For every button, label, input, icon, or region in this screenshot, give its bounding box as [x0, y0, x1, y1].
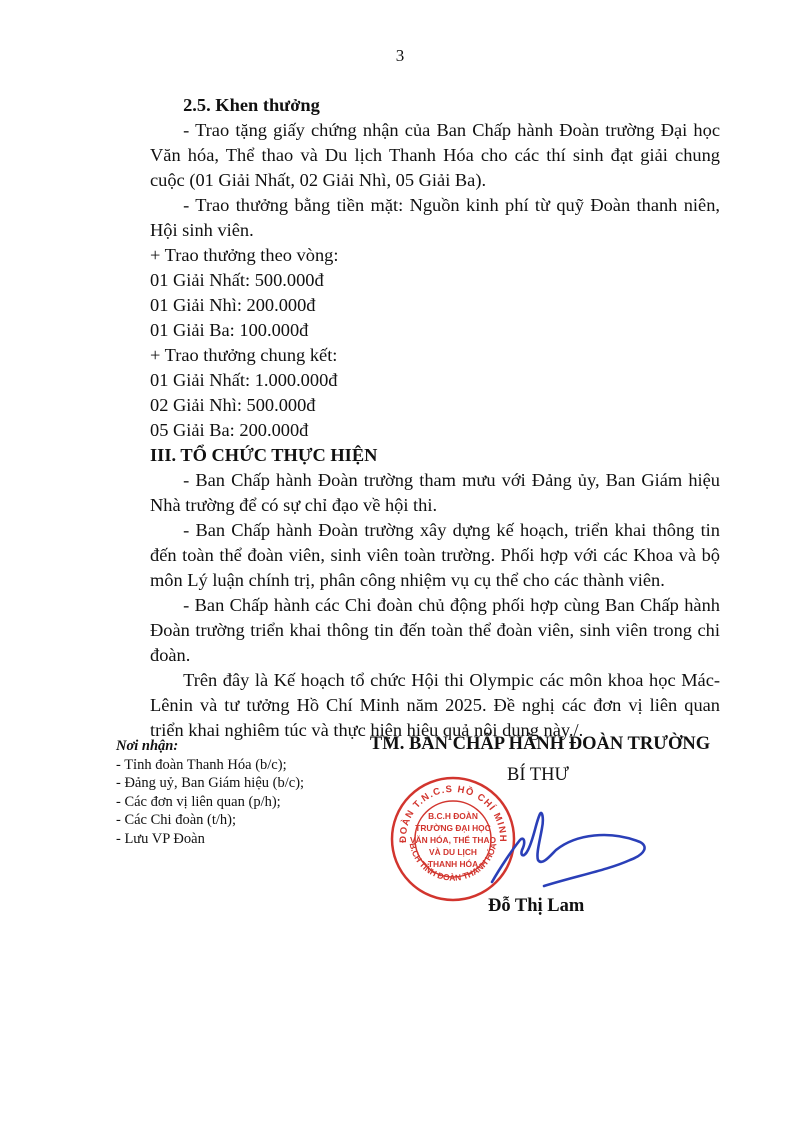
prize-line: 05 Giải Ba: 200.000đ [150, 420, 309, 440]
svg-text:VĂN HÓA, THỂ THAO: VĂN HÓA, THỂ THAO [409, 835, 497, 845]
svg-text:B.CH TỈNH ĐOÀN THANH HÓA: B.CH TỈNH ĐOÀN THANH HÓA [407, 841, 499, 883]
svg-text:ĐOÀN T.N.C.S HỒ CHÍ MINH: ĐOÀN T.N.C.S HỒ CHÍ MINH [397, 783, 509, 843]
paragraph: - Ban Chấp hành Đoàn trường xây dựng kế hoạch, triển khai thông tin đến toàn thể đoàn viên, sinh viên toàn trường. Phối hợp với các Khoa và bộ môn Lý luận chính trị, phân công nhiệm vụ cụ thể cho các thành viên. [150, 520, 720, 590]
subheading-final-prizes: + Trao thưởng chung kết: [150, 345, 338, 365]
recipient-item: - Đảng uỷ, Ban Giám hiệu (b/c); [116, 775, 305, 791]
recipients-list [116, 756, 376, 849]
document-body [150, 93, 720, 743]
page-number: 3 [395, 46, 405, 65]
svg-text:THANH HÓA: THANH HÓA [427, 859, 479, 869]
signer-role: BÍ THƯ [507, 765, 569, 785]
recipient-item: - Tỉnh đoàn Thanh Hóa (b/c); [116, 756, 287, 773]
svg-text:TRƯỜNG ĐẠI HỌC: TRƯỜNG ĐẠI HỌC [415, 823, 491, 833]
svg-text:VÀ DU LỊCH: VÀ DU LỊCH [429, 847, 477, 857]
subheading-round-prizes: + Trao thưởng theo vòng: [150, 245, 339, 265]
prize-line: 01 Giải Nhì: 200.000đ [150, 295, 316, 315]
prize-line: 02 Giải Nhì: 500.000đ [150, 395, 316, 415]
section-heading-rewards: 2.5. Khen thưởng [183, 95, 320, 115]
paragraph: - Trao tặng giấy chứng nhận của Ban Chấp hành Đoàn trường Đại học Văn hóa, Thể thao và Du lịch Thanh Hóa cho các thí sinh đạt giải chung cuộc (01 Giải Nhất, 02 Giải Nhì, 05 Giải Ba). [150, 120, 720, 190]
paragraph: - Ban Chấp hành Đoàn trường tham mưu với Đảng ủy, Ban Giám hiệu Nhà trường để có sự chỉ đạo về hội thi. [150, 470, 720, 515]
handwritten-signature [480, 794, 660, 904]
closing-paragraph: Trên đây là Kế hoạch tổ chức Hội thi Olympic các môn khoa học Mác-Lênin và tư tưởng Hồ Chí Minh năm 2025. Đề nghị các đơn vị liên quan triển khai nghiêm túc và thực hiện hiệu quả nội dung này./. [150, 670, 720, 740]
paragraph: - Ban Chấp hành các Chi đoàn chủ động phối hợp cùng Ban Chấp hành Đoàn trường triển khai thông tin đến toàn thể đoàn viên, sinh viên trong chi đoàn. [150, 595, 720, 665]
section-heading-implementation: III. TỔ CHỨC THỰC HIỆN [150, 445, 378, 465]
recipient-item: - Các Chi đoàn (t/h); [116, 812, 237, 828]
paragraph: - Trao thưởng bằng tiền mặt: Nguồn kinh phí từ quỹ Đoàn thanh niên, Hội sinh viên. [150, 195, 720, 240]
recipient-item: - Lưu VP Đoàn [116, 830, 205, 847]
recipient-item: - Các đơn vị liên quan (p/h); [116, 793, 281, 810]
organization-title: TM. BAN CHẤP HÀNH ĐOÀN TRƯỜNG [369, 734, 711, 754]
prize-line: 01 Giải Nhất: 500.000đ [150, 270, 324, 290]
svg-text:B.C.H ĐOÀN: B.C.H ĐOÀN [428, 811, 478, 821]
prize-line: 01 Giải Nhất: 1.000.000đ [150, 370, 338, 390]
recipients-block [116, 737, 376, 848]
prize-line: 01 Giải Ba: 100.000đ [150, 320, 309, 340]
recipients-title: Nơi nhận: [116, 738, 179, 754]
signer-name: Đỗ Thị Lam [488, 896, 585, 916]
